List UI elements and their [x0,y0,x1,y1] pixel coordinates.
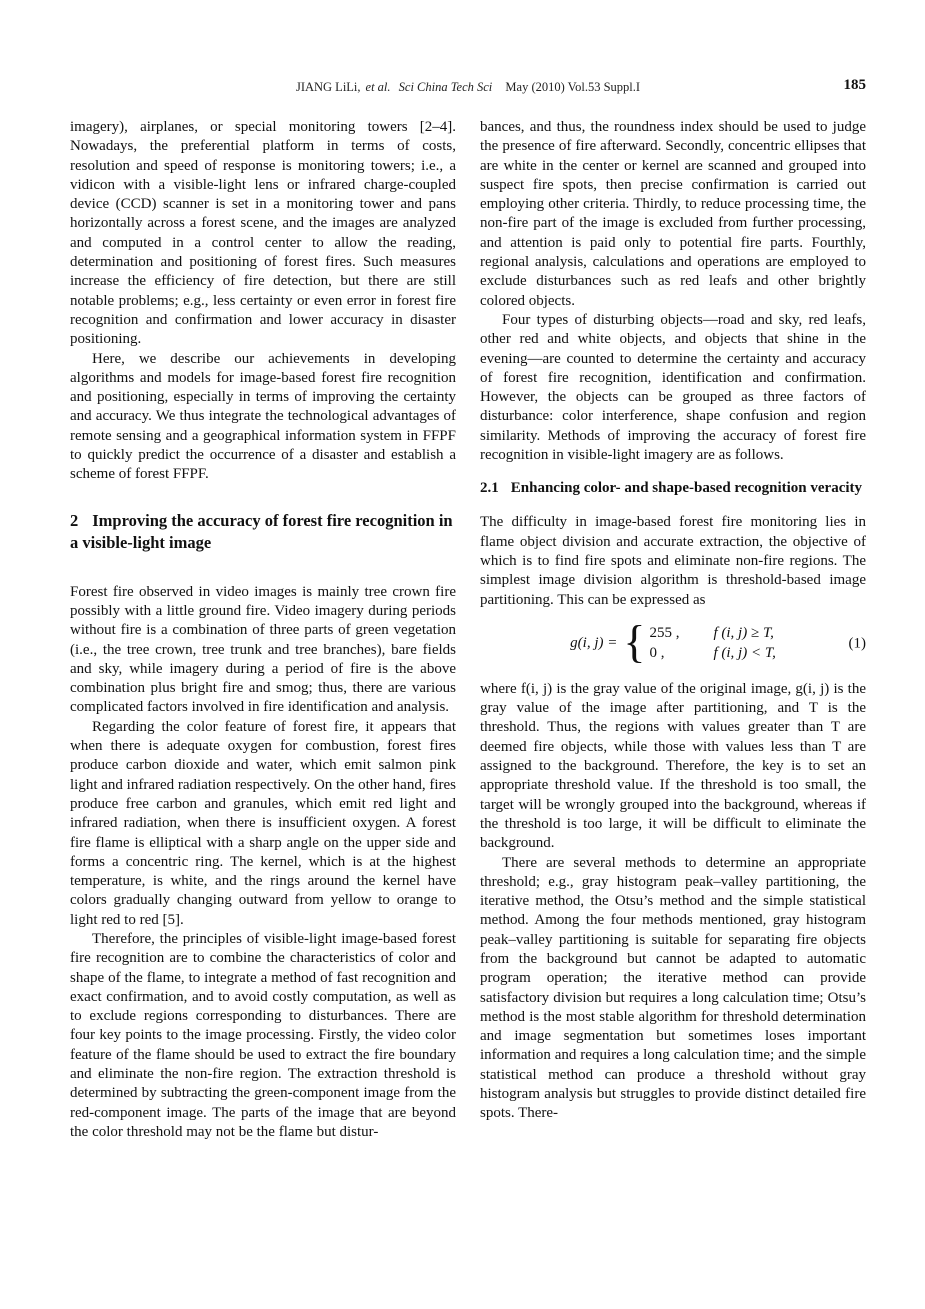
paragraph-difficulty: The difficulty in image-based forest fire monitoring lies in flame object division and accurate extraction, the objective of which is to find fire spots and eliminate non-fire regions. The simplest image division algorithm is threshold-based image partitioning. This can be expressed as [480,514,866,608]
case-2-value: 0 , [649,645,665,662]
section-number: 2 [70,510,79,530]
paragraph-principles: Therefore, the principles of visible-light image-based forest fire recognition are to combine the characteristics of color and shape of the flame, to integrate a method of fast recognition and exact confirmation, and to avoid costly computation, as well as to exclude regions corresponding to disturbances. There are four key points to the image processing. Firstly, the video color feature of the flame should be used to extract the fire boundary and eliminate the non-fire region. The extraction threshold is determined by subtracting the green-component image from the red-component image. The parts of the image that are beyond the color threshold may not be the flame but distur- [70,930,456,1140]
equation-number: (1) [848,635,866,652]
paragraph-threshold-definition: where f(i, j) is the gray value of the original image, g(i, j) is the gray value of the image after partitioning, and T is the threshold. Thus, the regions with values greater than T are deemed fire objects, while those with values less than T are assigned to the background. Therefore, the key is to set an appropriate threshold value. If the threshold is too small, the target will be wrongly grouped into the background, whereas if the threshold is too large, it will be difficult to eliminate the background. [480,680,866,852]
paragraph-achievements: Here, we describe our achievements in developing algorithms and models for image-based forest fire recognition and positioning, especially in terms of improving the certainty and accuracy. We thus integrate the technological advantages of remote sensing and a geographical information system in FFPF to quickly predict the occurrence of a disaster and establish a scheme of forest FFPF. [70,350,456,483]
running-head-authors: JIANG LiLi, [295,80,361,94]
subsection-title: Enhancing color- and shape-based recognition veracity [510,480,863,497]
running-head-journal: Sci China Tech Sci [398,80,493,94]
equation-lhs: g(i, j) = [570,635,618,652]
paragraph-color-feature: Regarding the color feature of forest fire, it appears that when there is adequate oxygen for combustion, forest fires produce carbon dioxide and water, which emit salmon pink light and infrared radiation respectively. On the other hand, fires produce free carbon and granules, which emit red light and infrared radiation, when there is insufficient oxygen. A forest fire flame is elliptical with a sharp angle on the upper side and forms a concentric ring. The kernel, which is at the highest temperature, is white, and the rings around the kernel have colors gradually changing outward from yellow to orange to light red to red [5]. [70,718,456,928]
page-number: 185 [843,77,866,93]
paragraph-disturbing-objects: Four types of disturbing objects—road and sky, red leafs, other red and white objects, and objects that shine in the evening—are counted to determine the certainty and accuracy of forest fire recognition, identification and confirmation. However, the objects can be grouped as three factors of disturbance: color interference, shape confusion and region similarity. Methods of improving the accuracy of forest fire recognition in visible-light imagery are as follows. [480,311,866,464]
two-column-body [70,118,866,1142]
paragraph-threshold-methods: There are several methods to determine an appropriate threshold; e.g., gray histogram peak–valley partitioning, the iterative method, the Otsu’s method and the simple statistical method. Among the four methods mentioned, gray histogram peak–valley partitioning is suitable for separating fire objects from the background but cannot be adapted to automatic program operation; the iterative method can provide satisfactory division but requires a long calculation time; Otsu’s method is the most stable algorithm for threshold determination and image segmentation but sometimes loses important information and requires a long calculation time; and the simple statistical method can produce a threshold without gray histogram analysis but struggles to provide distinct detailed fire spots. There- [480,854,866,1122]
equation-body [570,615,776,669]
right-column [480,118,866,1142]
paragraph-roundness-index: bances, and thus, the roundness index should be used to judge the presence of fire afterward. Secondly, concentric ellipses that are white in the center or kernel are scanned and grouped into suspect fire spots, then precise confirmation is carried out employing other criteria. Thirdly, to reduce processing time, the non-fire part of the image is excluded from further processing, and attention is paid only to potential fire parts. Fourthly, regional analysis, calculations and operations are employed to exclude disturbances such as red leafs and other brightly colored objects. [480,119,866,309]
case-2-condition: f (i, j) < T, [713,645,776,662]
left-column [70,118,456,1142]
running-head [70,78,866,96]
page-header [70,78,866,96]
case-1-value: 255 , [649,625,680,642]
equation-cases [649,624,775,663]
running-head-issue: May (2010) Vol.53 Suppl.I [505,80,641,94]
paragraph-video-images: Forest fire observed in video images is mainly tree crown fire possibly with a little ground fire. Video imagery during periods without fire is a combination of three parts of green vegetation (i.e., the tree crown, tree trunk and tree branches), bare fields and sky, while imagery during a period of fire is the above combination plus bright fire and smog; thus, there are various complicated factors involved in fire identification and analysis. [70,583,456,716]
section-2-1-heading [480,478,866,498]
section-title: Improving the accuracy of forest fire recognition in a visible-light image [70,510,453,552]
subsection-number: 2.1 [480,480,499,497]
equation-brace: { [623,615,646,667]
equation-1 [480,615,866,669]
paragraph-monitoring-towers: imagery), airplanes, or special monitoring towers [2–4]. Nowadays, the preferential platform in terms of costs, resolution and speed of response is monitoring towers; i.e., a vidicon with a visible-light lens or infrared charge-coupled device (CCD) scanner is set in a monitoring tower and pans horizontally across a forest scene, and the images are analyzed and computed in a control center to allow the reading, determination and positioning of forest fires. Such measures increase the efficiency of fire detection, but there are still notable problems; e.g., less certainty or even error in forest fire recognition and confirmation and lower accuracy in disaster positioning. [70,119,456,348]
running-head-etal: et al. [365,80,391,94]
section-2-heading [70,510,456,554]
case-1-condition: f (i, j) ≥ T, [713,625,774,642]
